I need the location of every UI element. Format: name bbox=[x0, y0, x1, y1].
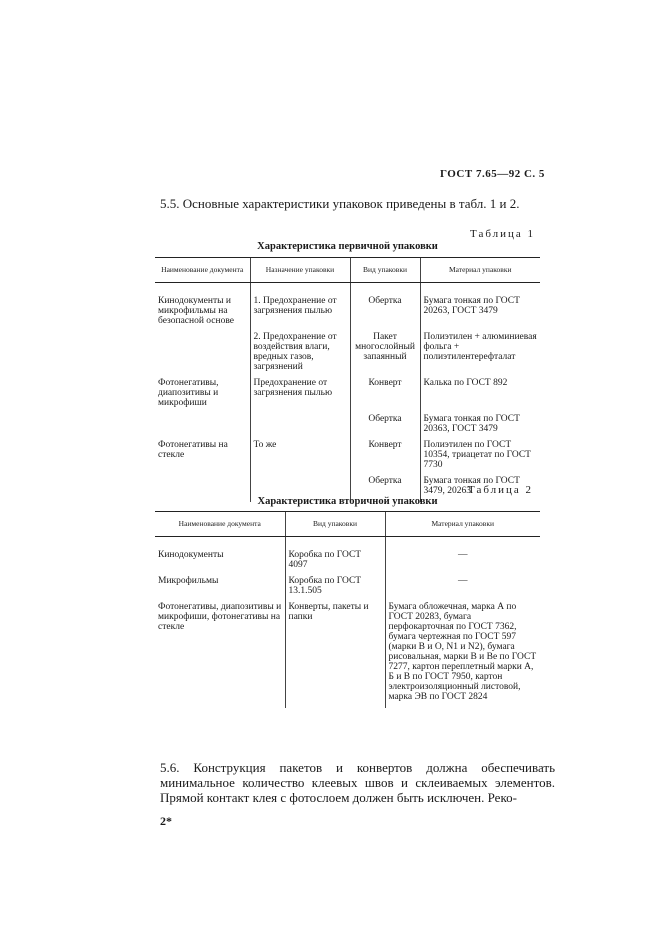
table-row bbox=[155, 537, 540, 577]
table-cell: Предохранение от загрязнения пылью bbox=[250, 378, 350, 414]
table-row bbox=[155, 414, 540, 440]
table-cell: Фотонегативы на стекле bbox=[158, 440, 228, 460]
table-cell: Конверты, пакеты и папки bbox=[285, 602, 385, 708]
table2-header: Наименование документа bbox=[155, 512, 285, 537]
table1-header: Назначение упаковки bbox=[250, 258, 350, 283]
table-row bbox=[155, 576, 540, 602]
table-cell: Коробка по ГОСТ 13.1.505 bbox=[285, 576, 385, 602]
table1 bbox=[155, 257, 540, 502]
table-cell: Кинодокументы и микрофильмы на безопасной основе bbox=[158, 296, 234, 326]
table-row bbox=[155, 440, 540, 476]
table-cell: Конверт bbox=[350, 440, 420, 476]
table2-header: Материал упаковки bbox=[385, 512, 540, 537]
table2-label: Таблица 2 bbox=[468, 484, 534, 496]
table2-header: Вид упаковки bbox=[285, 512, 385, 537]
table1-header: Наименование документа bbox=[155, 258, 250, 283]
table-cell: Бумага тонкая по ГОСТ 20363, ГОСТ 3479 bbox=[420, 414, 540, 440]
table2-title: Характеристика вторичной упаковки bbox=[257, 496, 438, 507]
table-cell: — bbox=[385, 537, 540, 577]
table-cell: Бумага тонкая по ГОСТ 3479, 20263 bbox=[420, 476, 540, 502]
page-header: ГОСТ 7.65—92 С. 5 bbox=[440, 168, 545, 180]
table-cell: Коробка по ГОСТ 4097 bbox=[285, 537, 385, 577]
table-cell: Полиэтилен по ГОСТ 10354, триацетат по ГОСТ 7730 bbox=[420, 440, 540, 476]
table-cell: Бумага обложечная, марка А по ГОСТ 20283, бумага перфокарточная по ГОСТ 7362, бумага чертежная по ГОСТ 597 (марки В и О, N1 и N2), бумага рисовальная, марки В и Ве по ГОСТ 7277, картон переплетный марки А, Б и В по ГОСТ 7950, картон электроизоляционный листовой, марка ЭВ по ГОСТ 2824 bbox=[385, 602, 540, 708]
table-cell: Кинодокументы bbox=[158, 550, 224, 560]
table1-label: Таблица 1 bbox=[470, 228, 536, 240]
table-row bbox=[155, 378, 540, 414]
table-cell: Полиэтилен + алюминиевая фольга + полиэтилентерефталат bbox=[420, 332, 540, 378]
page-mark: 2* bbox=[160, 814, 172, 828]
table-cell: Обертка bbox=[350, 476, 420, 502]
table-cell bbox=[155, 414, 250, 440]
table-cell: То же bbox=[250, 440, 350, 476]
table-cell: Фотонегативы, диапозитивы и микрофиши bbox=[158, 378, 219, 408]
table-row bbox=[155, 332, 540, 378]
table-row bbox=[155, 602, 540, 708]
table1-header: Материал упаковки bbox=[420, 258, 540, 283]
table-cell: Обертка bbox=[350, 414, 420, 440]
table-cell: 1. Предохранение от загрязнения пылью bbox=[250, 283, 350, 333]
paragraph-5-5: 5.5. Основные характеристики упаковок приведены в табл. 1 и 2. bbox=[160, 196, 520, 211]
table-cell bbox=[155, 332, 250, 378]
table-row bbox=[155, 283, 540, 333]
table-cell: Микрофильмы bbox=[158, 576, 219, 586]
table2 bbox=[155, 511, 540, 708]
table-cell: Бумага тонкая по ГОСТ 20263, ГОСТ 3479 bbox=[420, 283, 540, 333]
table-cell: Обертка bbox=[350, 283, 420, 333]
table-cell: — bbox=[385, 576, 540, 602]
table-cell: 2. Предохранение от воздействия влаги, вредных газов, загрязнений bbox=[250, 332, 350, 378]
table1-header: Вид упаковки bbox=[350, 258, 420, 283]
table-cell: Конверт bbox=[350, 378, 420, 414]
table-cell: Калька по ГОСТ 892 bbox=[420, 378, 540, 414]
table-cell: Пакет многослойный запаянный bbox=[350, 332, 420, 378]
table1-title: Характеристика первичной упаковки bbox=[257, 241, 438, 252]
table-cell: Фотонегативы, диапозитивы и микрофиши, фотонегативы на стекле bbox=[158, 602, 282, 632]
paragraph-5-6: 5.6. Конструкция пакетов и конвертов должна обеспечивать минимальное количество клеевых швов и склеиваемых элементов. Прямой контакт клея с фотослоем должен быть исключен. Реко- bbox=[160, 760, 555, 805]
table-cell bbox=[250, 414, 350, 440]
